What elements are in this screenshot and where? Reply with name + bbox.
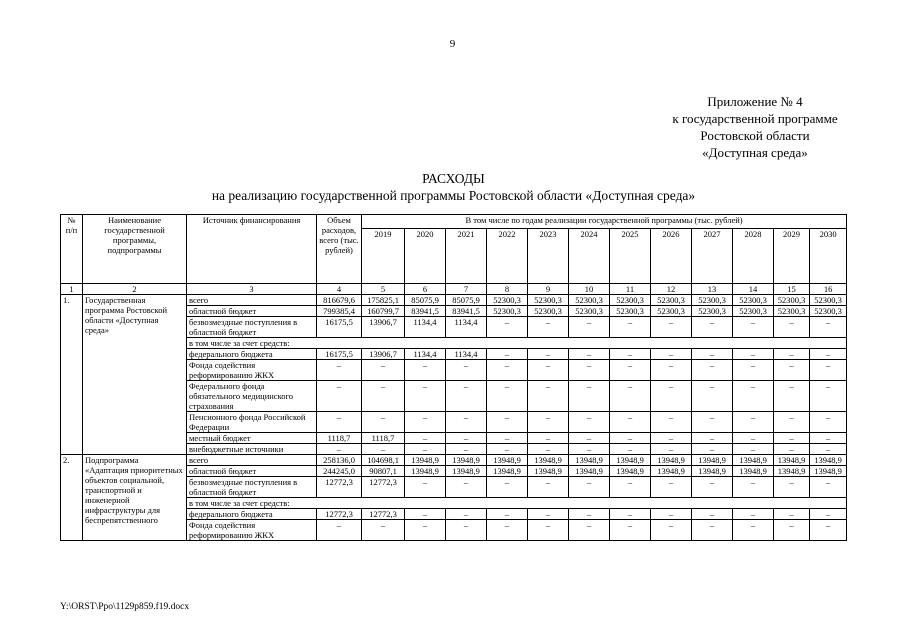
year-value: – (610, 477, 651, 498)
column-index-cell: 14 (733, 284, 774, 295)
year-value: – (405, 412, 446, 433)
year-value: – (528, 349, 569, 360)
header-years-group: В том числе по годам реализации государственной программы (тыс. рублей) (362, 215, 847, 229)
year-value: 52300,3 (810, 306, 847, 317)
column-index-cell: 5 (362, 284, 405, 295)
year-value: – (569, 412, 610, 433)
program-name: Государственная программа Ростовской области «Доступная среда» (83, 295, 187, 455)
year-value: – (774, 349, 810, 360)
year-value: – (651, 433, 692, 444)
year-value: – (733, 509, 774, 520)
year-value: – (405, 444, 446, 455)
year-value: – (733, 412, 774, 433)
year-value: – (487, 444, 528, 455)
year-value: 52300,3 (733, 295, 774, 306)
year-value: – (610, 520, 651, 541)
column-index-cell: 4 (317, 284, 362, 295)
funding-source: внебюджетные источники (187, 444, 317, 455)
year-value: – (810, 509, 847, 520)
year-value: – (692, 509, 733, 520)
year-value: 13948,9 (405, 455, 446, 466)
year-value: – (487, 433, 528, 444)
year-value: 13906,7 (362, 317, 405, 338)
year-value: 90807,1 (362, 466, 405, 477)
year-value: – (610, 412, 651, 433)
header-year: 2029 (774, 229, 810, 284)
year-value: – (651, 509, 692, 520)
appendix-line-1: Приложение № 4 (707, 94, 803, 109)
year-value: 52300,3 (569, 295, 610, 306)
year-value: 52300,3 (774, 306, 810, 317)
funding-source: областной бюджет (187, 466, 317, 477)
year-value: – (528, 444, 569, 455)
year-value: – (651, 444, 692, 455)
header-year: 2030 (810, 229, 847, 284)
year-value: – (446, 509, 487, 520)
total-value: 816679,6 (317, 295, 362, 306)
funding-source: безвозмездные поступления в областной бюджет (187, 317, 317, 338)
year-value: – (651, 317, 692, 338)
year-value: – (569, 444, 610, 455)
year-value: – (651, 520, 692, 541)
total-value: – (317, 412, 362, 433)
year-value: – (446, 520, 487, 541)
year-value: 13948,9 (405, 466, 446, 477)
column-index-cell: 11 (610, 284, 651, 295)
year-value: – (774, 509, 810, 520)
year-value: – (692, 412, 733, 433)
year-value: 1134,4 (405, 317, 446, 338)
year-value: 160799,7 (362, 306, 405, 317)
table-row (61, 455, 847, 466)
total-value: – (317, 444, 362, 455)
table-row (61, 295, 847, 306)
total-value: – (317, 381, 362, 412)
year-value: – (610, 381, 651, 412)
column-index-cell: 15 (774, 284, 810, 295)
year-value: – (528, 520, 569, 541)
year-value: 104698,1 (362, 455, 405, 466)
column-index-cell: 3 (187, 284, 317, 295)
year-value: – (569, 360, 610, 381)
year-value: – (569, 349, 610, 360)
year-value: 13948,9 (651, 466, 692, 477)
year-value: – (446, 381, 487, 412)
year-value: – (405, 360, 446, 381)
year-value: – (528, 509, 569, 520)
funding-source: Фонда содействия реформированию ЖКХ (187, 520, 317, 541)
appendix-line-3: Ростовской области (700, 128, 810, 143)
year-value: 52300,3 (528, 295, 569, 306)
year-value: 13948,9 (774, 466, 810, 477)
year-value: 13948,9 (810, 455, 847, 466)
year-value: – (733, 433, 774, 444)
header-name: Наименование государственной программы, подпрограммы (83, 215, 187, 284)
funding-source: в том числе за счет средств: (187, 498, 847, 509)
year-value: – (528, 381, 569, 412)
total-value: 12772,3 (317, 509, 362, 520)
column-index-cell: 10 (569, 284, 610, 295)
year-value: – (692, 477, 733, 498)
year-value: – (446, 433, 487, 444)
funding-source: областной бюджет (187, 306, 317, 317)
year-value: – (774, 444, 810, 455)
year-value: – (774, 381, 810, 412)
year-value: 52300,3 (692, 295, 733, 306)
header-source: Источник финансирования (187, 215, 317, 284)
year-value: – (810, 433, 847, 444)
total-value: 16175,5 (317, 317, 362, 338)
header-year: 2020 (405, 229, 446, 284)
header-year: 2019 (362, 229, 405, 284)
year-value: 52300,3 (610, 306, 651, 317)
year-value: 13948,9 (692, 466, 733, 477)
year-value: – (569, 433, 610, 444)
year-value: – (446, 444, 487, 455)
header-year: 2026 (651, 229, 692, 284)
title-sub: на реализацию государственной программы Ростовской области «Доступная среда» (211, 188, 696, 203)
year-value: – (692, 317, 733, 338)
year-value: – (610, 433, 651, 444)
year-value: 1118,7 (362, 433, 405, 444)
program-name: Подпрограмма «Адаптация приоритетных объектов социальной, транспортной и инженерной инфраструктуры для беспрепятственного (83, 455, 187, 541)
total-value: 244245,0 (317, 466, 362, 477)
year-value: – (362, 360, 405, 381)
year-value: 13948,9 (774, 455, 810, 466)
header-year: 2025 (610, 229, 651, 284)
program-number: 1. (61, 295, 83, 455)
header-year: 2021 (446, 229, 487, 284)
year-value: – (651, 360, 692, 381)
year-value: – (569, 520, 610, 541)
year-value: – (569, 509, 610, 520)
year-value: 1134,4 (446, 317, 487, 338)
year-value: – (692, 520, 733, 541)
year-value: – (610, 444, 651, 455)
total-value: 258136,0 (317, 455, 362, 466)
year-value: – (651, 349, 692, 360)
funding-source: Пенсионного фонда Российской Федерации (187, 412, 317, 433)
year-value: – (362, 520, 405, 541)
year-value: – (487, 381, 528, 412)
year-value: – (774, 520, 810, 541)
year-value: 13948,9 (487, 455, 528, 466)
year-value: 52300,3 (528, 306, 569, 317)
year-value: – (610, 360, 651, 381)
year-value: 175825,1 (362, 295, 405, 306)
column-index-cell: 8 (487, 284, 528, 295)
total-value: – (317, 360, 362, 381)
funding-source: всего (187, 295, 317, 306)
year-value: 1134,4 (446, 349, 487, 360)
document-title (60, 170, 847, 204)
year-value: – (405, 433, 446, 444)
year-value: 52300,3 (651, 295, 692, 306)
column-index-cell: 12 (651, 284, 692, 295)
year-value: – (446, 412, 487, 433)
funding-source: безвозмездные поступления в областной бюджет (187, 477, 317, 498)
year-value: – (733, 477, 774, 498)
year-value: – (487, 477, 528, 498)
year-value: 13948,9 (487, 466, 528, 477)
year-value: 13948,9 (528, 466, 569, 477)
total-value: 16175,5 (317, 349, 362, 360)
year-value: – (651, 477, 692, 498)
year-value: – (405, 477, 446, 498)
year-value: – (774, 433, 810, 444)
year-value: 13948,9 (733, 466, 774, 477)
year-value: – (733, 381, 774, 412)
year-value: 13948,9 (446, 466, 487, 477)
year-value: – (810, 477, 847, 498)
total-value: 799385,4 (317, 306, 362, 317)
year-value: – (487, 412, 528, 433)
year-value: – (528, 317, 569, 338)
year-value: – (692, 444, 733, 455)
year-value: 13948,9 (692, 455, 733, 466)
year-value: – (810, 444, 847, 455)
year-value: 12772,3 (362, 477, 405, 498)
year-value: – (774, 360, 810, 381)
funding-source: федерального бюджета (187, 509, 317, 520)
total-value: 1118,7 (317, 433, 362, 444)
year-value: – (528, 360, 569, 381)
year-value: – (362, 412, 405, 433)
year-value: – (651, 381, 692, 412)
year-value: – (733, 317, 774, 338)
funding-source: Федерального фонда обязательного медицинского страхования (187, 381, 317, 412)
year-value: 52300,3 (487, 306, 528, 317)
year-value: – (446, 360, 487, 381)
year-value: – (810, 412, 847, 433)
header-num: № п/п (61, 215, 83, 284)
year-value: – (692, 433, 733, 444)
year-value: – (774, 477, 810, 498)
header-year: 2023 (528, 229, 569, 284)
year-value: – (774, 317, 810, 338)
header-year: 2022 (487, 229, 528, 284)
header-year: 2027 (692, 229, 733, 284)
appendix-header (620, 93, 890, 161)
year-value: 83941,5 (405, 306, 446, 317)
year-value: – (487, 360, 528, 381)
total-value: – (317, 520, 362, 541)
header-year: 2028 (733, 229, 774, 284)
program-number: 2. (61, 455, 83, 541)
year-value: – (362, 381, 405, 412)
year-value: 85075,9 (405, 295, 446, 306)
year-value: – (651, 412, 692, 433)
funding-source: Фонда содействия реформированию ЖКХ (187, 360, 317, 381)
year-value: – (810, 317, 847, 338)
year-value: – (362, 444, 405, 455)
funding-source: местный бюджет (187, 433, 317, 444)
year-value: – (405, 509, 446, 520)
year-value: – (405, 520, 446, 541)
year-value: 13948,9 (569, 455, 610, 466)
year-value: 1134,4 (405, 349, 446, 360)
title-main: РАСХОДЫ (422, 171, 485, 186)
funding-source: всего (187, 455, 317, 466)
column-index-row (61, 284, 847, 295)
year-value: – (487, 349, 528, 360)
expenses-table (60, 214, 847, 541)
column-index-cell: 2 (83, 284, 187, 295)
year-value: 13948,9 (610, 455, 651, 466)
funding-source: федерального бюджета (187, 349, 317, 360)
column-index-cell: 9 (528, 284, 569, 295)
year-value: 13948,9 (610, 466, 651, 477)
column-index-cell: 16 (810, 284, 847, 295)
year-value: – (528, 433, 569, 444)
year-value: – (487, 509, 528, 520)
year-value: – (446, 477, 487, 498)
year-value: 12772,3 (362, 509, 405, 520)
year-value: – (569, 477, 610, 498)
year-value: 13906,7 (362, 349, 405, 360)
year-value: – (528, 412, 569, 433)
year-value: – (810, 520, 847, 541)
year-value: 52300,3 (651, 306, 692, 317)
year-value: 52300,3 (810, 295, 847, 306)
year-value: – (569, 381, 610, 412)
column-index-cell: 7 (446, 284, 487, 295)
year-value: 85075,9 (446, 295, 487, 306)
year-value: – (487, 520, 528, 541)
year-value: – (610, 349, 651, 360)
year-value: – (692, 349, 733, 360)
total-value: 12772,3 (317, 477, 362, 498)
year-value: – (610, 509, 651, 520)
year-value: – (692, 381, 733, 412)
year-value: 52300,3 (610, 295, 651, 306)
year-value: 13948,9 (569, 466, 610, 477)
year-value: – (774, 412, 810, 433)
year-value: 13948,9 (733, 455, 774, 466)
year-value: – (733, 444, 774, 455)
funding-source: в том числе за счет средств: (187, 338, 847, 349)
year-value: – (569, 317, 610, 338)
year-value: 13948,9 (651, 455, 692, 466)
year-value: – (810, 381, 847, 412)
header-total: Объем расходов, всего (тыс. рублей) (317, 215, 362, 284)
appendix-line-4: «Доступная среда» (702, 145, 808, 160)
appendix-line-2: к государственной программе (672, 111, 838, 126)
year-value: – (610, 317, 651, 338)
year-value: – (810, 360, 847, 381)
year-value: 52300,3 (569, 306, 610, 317)
year-value: – (733, 520, 774, 541)
year-value: 52300,3 (487, 295, 528, 306)
column-index-cell: 13 (692, 284, 733, 295)
header-year: 2024 (569, 229, 610, 284)
year-value: 83941,5 (446, 306, 487, 317)
year-value: 13948,9 (528, 455, 569, 466)
column-index-cell: 6 (405, 284, 446, 295)
year-value: 52300,3 (774, 295, 810, 306)
column-index-cell: 1 (61, 284, 83, 295)
year-value: 13948,9 (810, 466, 847, 477)
year-value: – (692, 360, 733, 381)
year-value: – (528, 477, 569, 498)
year-value: 52300,3 (692, 306, 733, 317)
year-value: – (810, 349, 847, 360)
year-value: – (405, 381, 446, 412)
page-number: 9 (449, 38, 456, 50)
year-value: 13948,9 (446, 455, 487, 466)
year-value: – (733, 360, 774, 381)
footer-file-path: Y:\ORST\Ppo\1129p859.f19.docx (60, 602, 190, 612)
year-value: 52300,3 (733, 306, 774, 317)
year-value: – (487, 317, 528, 338)
year-value: – (733, 349, 774, 360)
